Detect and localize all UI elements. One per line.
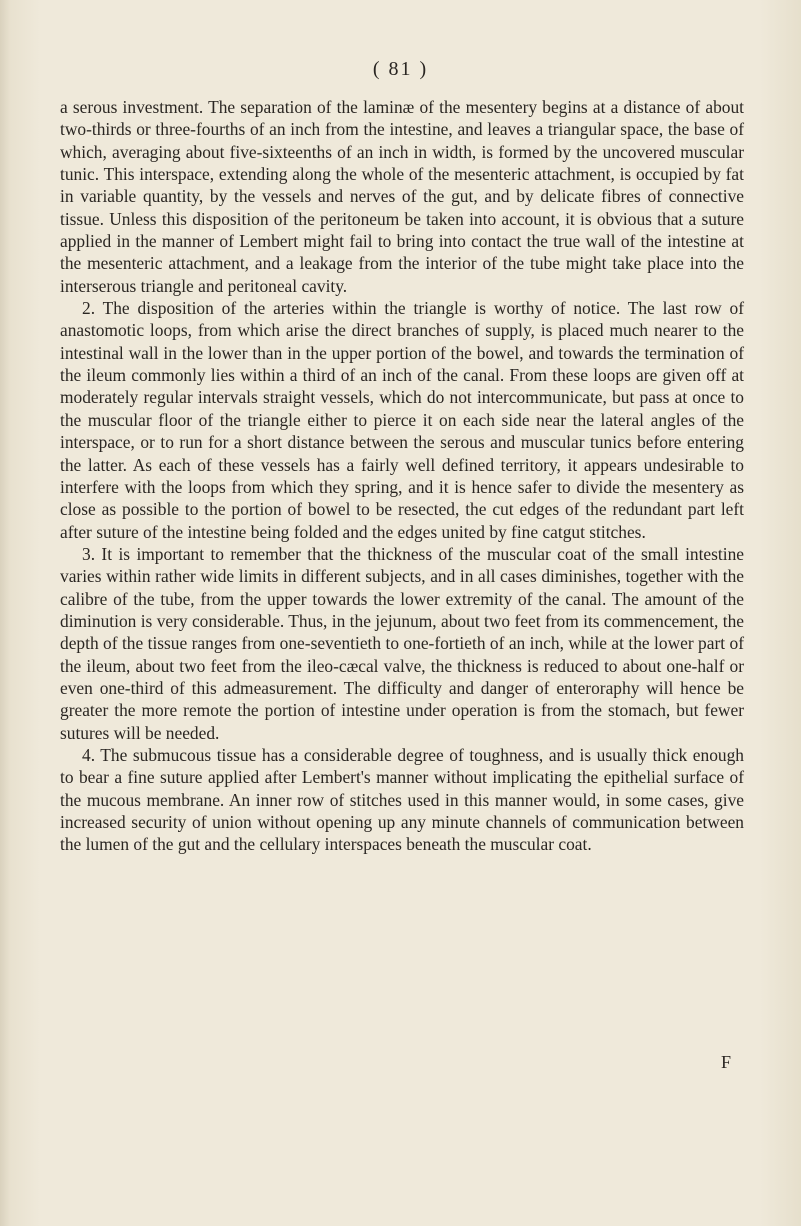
paragraph-2-arteries: 2. The disposition of the arteries within the triangle is worthy of notice. The last row of anastomotic loops, from which arise the direct branches of supply, is placed much nearer to the intestinal wall in the lower than in the upper portion of the bowel, and towards the termination of the ileum commonly lies within a third of an inch of the canal. From these loops are given off at moderately regular intervals straight vessels, which do not intercommunicate, but pass at once to the muscular floor of the triangle either to pierce it on each side near the lateral angles of the interspace, or to run for a short distance between the serous and muscular tunics before entering the latter. As each of these vessels has a fairly well defined territory, it appears undesirable to interfere with the loops from which they spring, and it is hence safer to divide the mesentery as close as possible to the portion of bowel to be resected, the cut edges of the redundant part left after suture of the intestine being folded and the edges united by fine catgut stitches.: [60, 298, 744, 542]
paragraph-4-submucous-tissue: 4. The submucous tissue has a considerable degree of toughness, and is usually thick enough to bear a fine suture applied after Lembert's manner without implicating the epithelial surface of the mucous membrane. An inner row of stitches used in this manner would, in some cases, give increased security of union without opening up any minute channels of communication between the lumen of the gut and the cellulary interspaces beneath the muscular coat.: [60, 744, 744, 855]
paragraph-3-muscular-coat: 3. It is important to remember that the thickness of the muscular coat of the small intestine varies within rather wide limits in different subjects, and in all cases diminishes, together with the calibre of the tube, from the upper towards the lower extremity of the canal. The amount of the diminution is very considerable. Thus, in the jejunum, about two feet from its commencement, the depth of the tissue ranges from one-seventieth to one-fortieth of an inch, while at the lower part of the ileum, about two feet from the ileo-cæcal valve, the thickness is reduced to about one-half or even one-third of this admeasurement. The difficulty and danger of enteroraphy will hence be greater the more remote the portion of intestine under operation is from the stomach, but fewer sutures will be needed.: [60, 543, 744, 743]
page-number: ( 81 ): [372, 58, 429, 80]
body-text: [60, 96, 744, 856]
signature-mark: F: [721, 1052, 732, 1072]
paragraph-continuation: a serous investment. The separation of the laminæ of the mesentery begins at a distance of about two-thirds or three-fourths of an inch from the intestine, and leaves a triangular space, the base of which, averaging about five-sixteenths of an inch in width, is formed by the uncovered muscular tunic. This interspace, extending along the whole of the mesenteric attachment, is occupied by fat in variable quantity, by the vessels and nerves of the gut, and by delicate fibres of connective tissue. Unless this disposition of the peritoneum be taken into account, it is obvious that a suture applied in the manner of Lembert might fail to bring into contact the true wall of the intestine at the mesenteric attachment, and a leakage from the interior of the tube might take place into the interserous triangle and peritoneal cavity.: [60, 97, 744, 296]
